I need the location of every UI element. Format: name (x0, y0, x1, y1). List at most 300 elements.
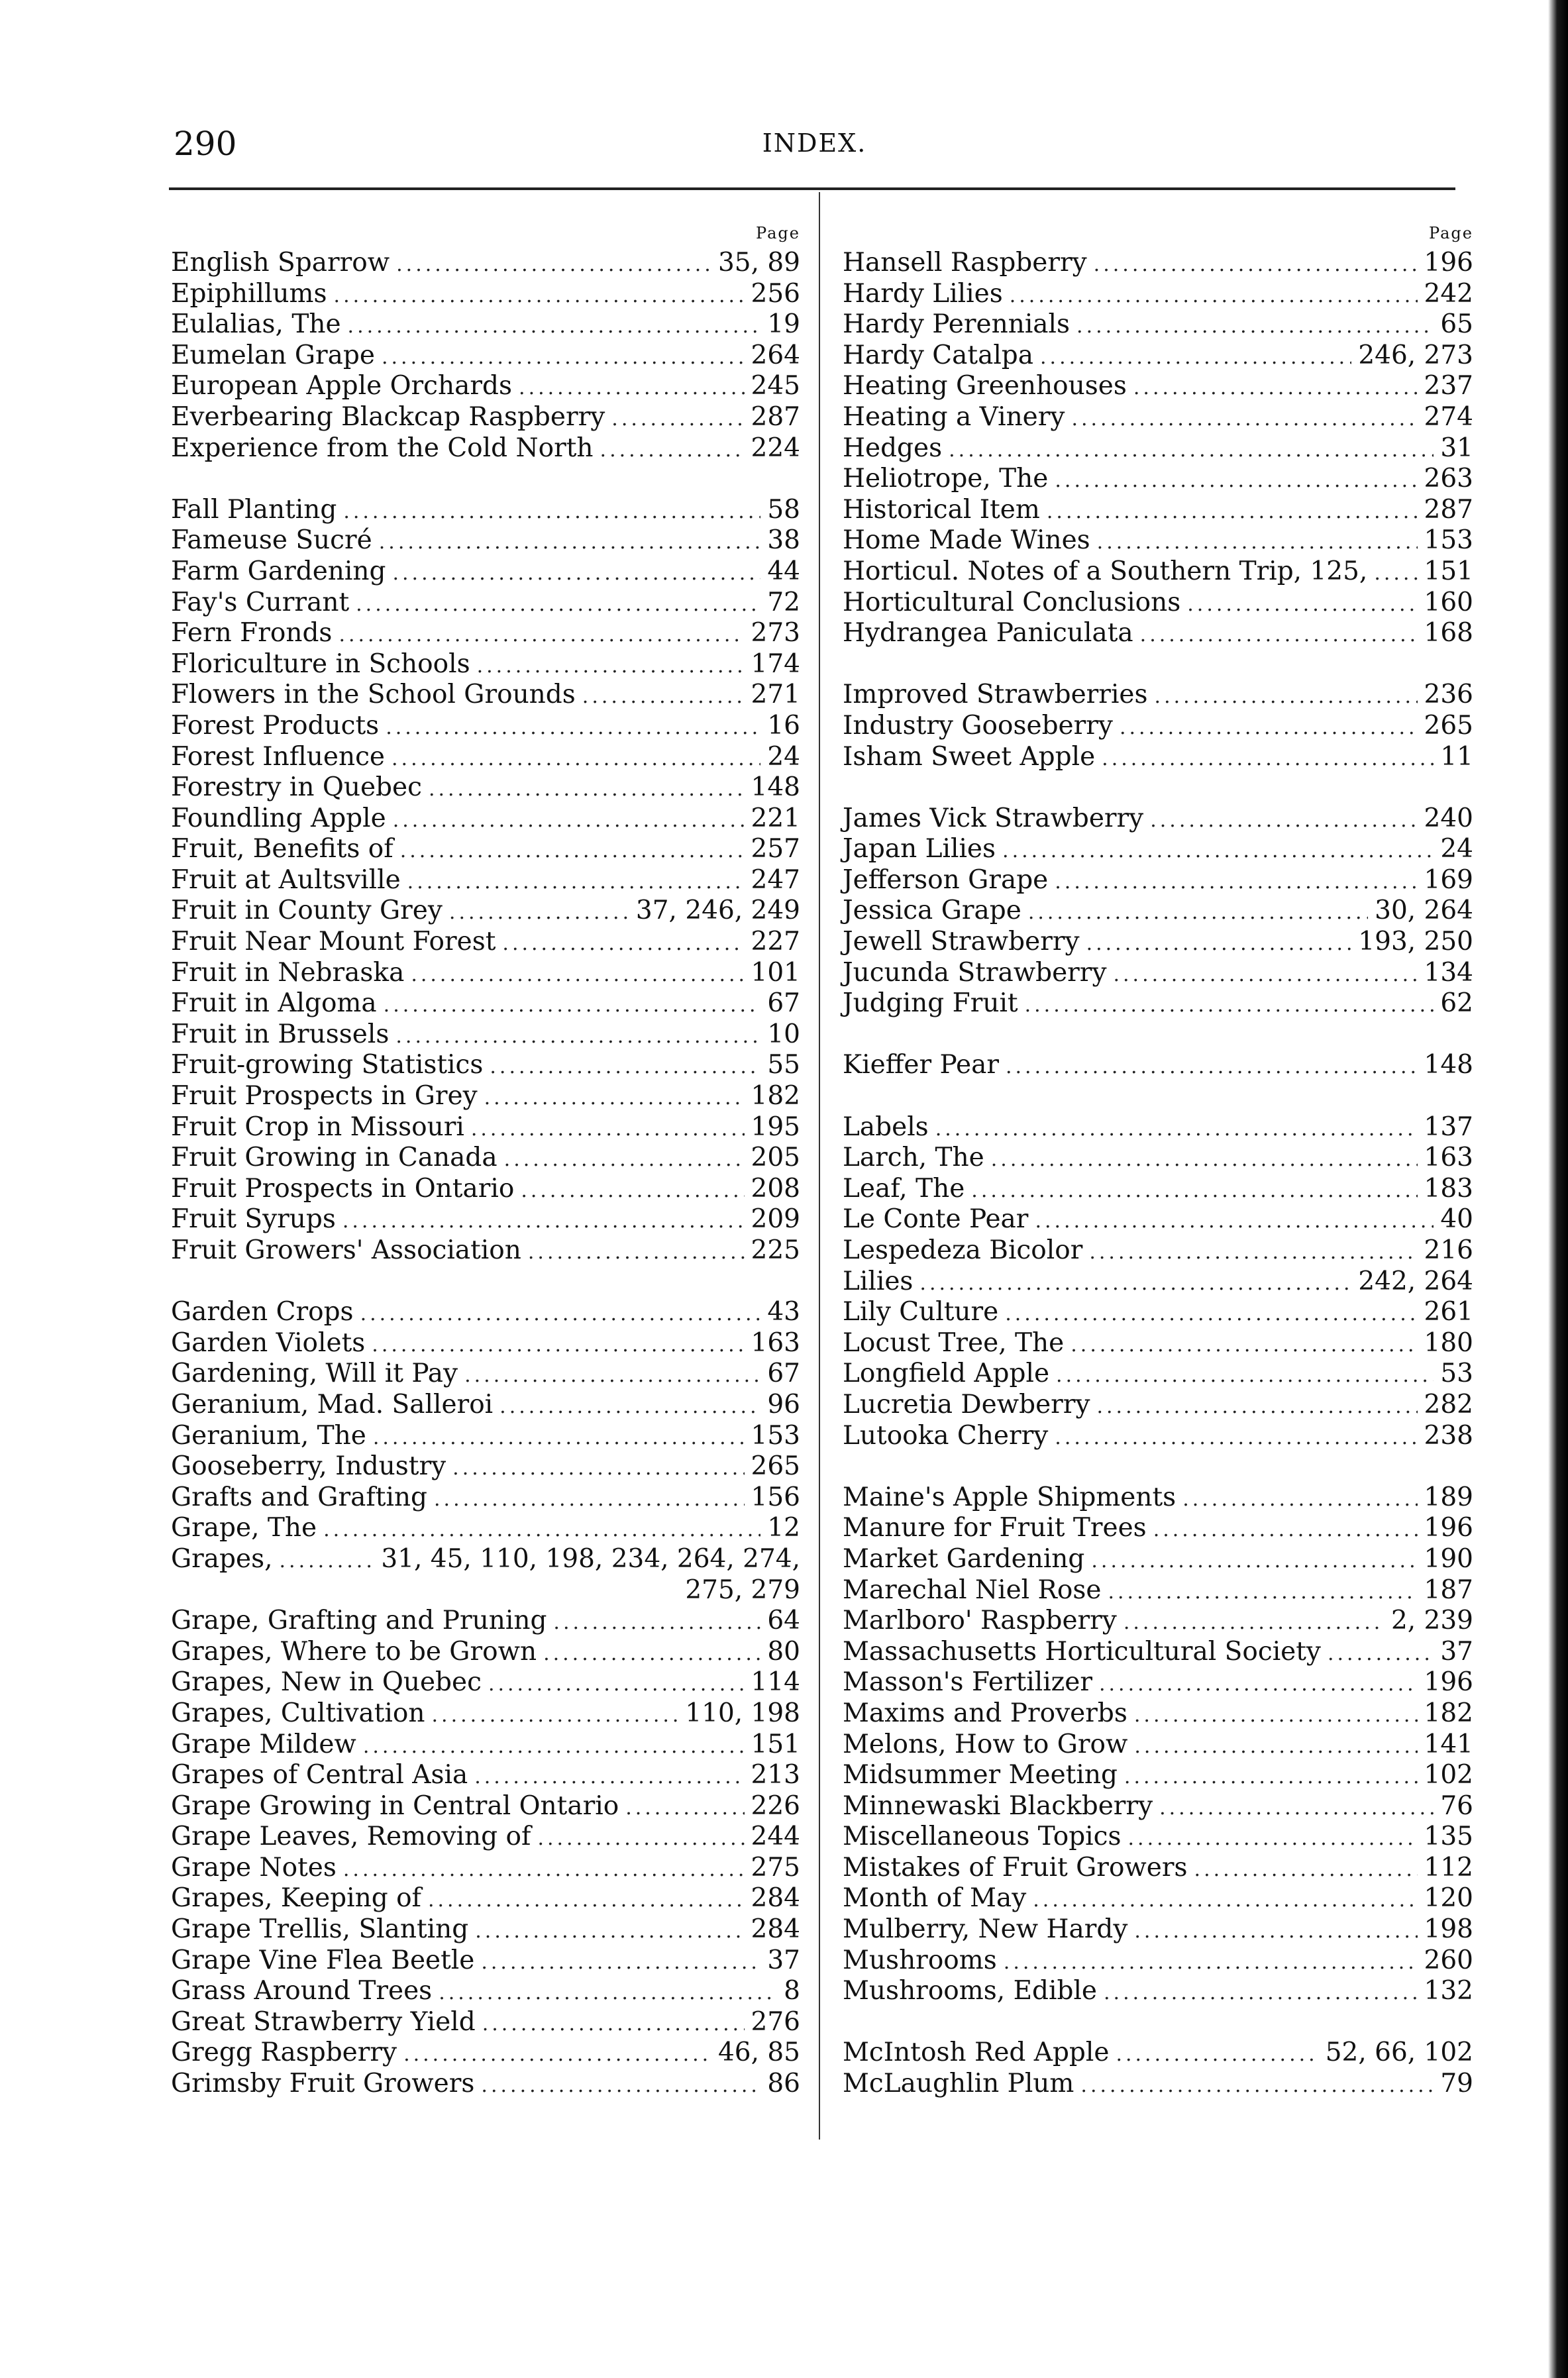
index-entry (843, 309, 1473, 340)
entry-page-numbers: 284 (751, 1883, 800, 1914)
entry-page-numbers: 227 (751, 927, 800, 957)
index-entry (171, 1945, 800, 1977)
entry-title: Jefferson Grape (843, 864, 1049, 895)
leader-dots (1182, 1484, 1417, 1516)
entry-page-numbers: 40 (1440, 1204, 1473, 1235)
index-entry (843, 433, 1473, 464)
entry-page-numbers: 72 (767, 587, 800, 617)
leader-dots (384, 990, 761, 1021)
entry-title: Grass Around Trees (171, 1976, 433, 2006)
leader-dots (1328, 1639, 1434, 1670)
section-spacer (843, 1081, 1473, 1112)
entry-page-numbers: 52, 66, 102 (1325, 2038, 1473, 2068)
leader-dots (342, 1206, 745, 1237)
leader-dots (475, 1916, 744, 1947)
entry-page-numbers: 120 (1424, 1883, 1473, 1914)
entry-page-numbers: 44 (767, 556, 800, 586)
entry-title: Jucunda Strawberry (843, 957, 1107, 988)
entry-title: Japan Lilies (843, 834, 996, 864)
entry-title: Flowers in the School Grounds (171, 680, 576, 710)
leader-dots (949, 435, 1434, 466)
index-entry (843, 803, 1473, 835)
leader-dots (1035, 1206, 1434, 1237)
leader-dots (1028, 898, 1368, 929)
entry-page-numbers: 284 (751, 1914, 800, 1945)
leader-dots (611, 404, 744, 435)
entry-page-numbers: 242, 264 (1358, 1266, 1473, 1296)
index-entry (171, 2069, 800, 2100)
entry-page-numbers: 189 (1424, 1482, 1473, 1512)
entry-title: Fruit in Brussels (171, 1019, 390, 1049)
entry-title: Grape Vine Flea Beetle (171, 1945, 475, 1975)
entry-page-numbers: 196 (1424, 1513, 1473, 1543)
right-index-column (843, 219, 1473, 2100)
index-entry (843, 1297, 1473, 1328)
entry-page-numbers: 160 (1424, 587, 1473, 617)
entry-title: Improved Strawberries (843, 680, 1148, 710)
entry-page-numbers: 275 (751, 1852, 800, 1883)
entry-page-numbers: 196 (1424, 248, 1473, 278)
entry-title: Grapes, New in Quebec (171, 1667, 482, 1698)
entry-title: Gardening, Will it Pay (171, 1359, 458, 1389)
index-entry (843, 495, 1473, 526)
leader-dots (1047, 497, 1418, 528)
leader-dots (1120, 713, 1418, 744)
index-entry (171, 1667, 800, 1698)
index-entry (171, 1081, 800, 1112)
leader-dots (991, 1145, 1418, 1176)
entry-title: Kieffer Pear (843, 1050, 999, 1080)
entry-title: Everbearing Blackcap Raspberry (171, 401, 605, 432)
leader-dots (1089, 1237, 1417, 1268)
entry-title: Fruit Growing in Canada (171, 1143, 497, 1173)
entry-page-numbers: 24 (767, 741, 800, 772)
entry-title: Fruit Prospects in Grey (171, 1081, 478, 1111)
leader-dots (392, 558, 760, 590)
index-entry (171, 495, 800, 526)
entry-page-numbers: 183 (1424, 1173, 1473, 1204)
entry-page-numbers: 246, 273 (1358, 340, 1473, 370)
index-entry (171, 680, 800, 711)
index-entry (843, 340, 1473, 372)
leader-dots (919, 1268, 1351, 1300)
entry-title: Mistakes of Fruit Growers (843, 1852, 1188, 1883)
entry-page-numbers: 37, 246, 249 (635, 896, 800, 926)
leader-dots (323, 1515, 760, 1546)
entry-page-numbers: 237 (1424, 371, 1473, 401)
leader-dots (499, 1392, 760, 1423)
entry-page-numbers: 137 (1424, 1111, 1473, 1142)
entry-page-numbers: 141 (1424, 1729, 1473, 1759)
entry-title: Geranium, The (171, 1420, 366, 1451)
index-entry (171, 1390, 800, 1421)
leader-dots (1150, 805, 1417, 837)
entry-page-numbers: 62 (1440, 988, 1473, 1019)
index-entry (843, 1482, 1473, 1514)
index-entry (171, 1482, 800, 1514)
entry-title: Grape Mildew (171, 1729, 356, 1759)
leader-dots (434, 1484, 745, 1516)
entry-title: Longfield Apple (843, 1359, 1050, 1389)
entry-page-numbers: 242 (1424, 278, 1473, 309)
entry-title: James Vick Strawberry (843, 803, 1144, 833)
section-spacer (843, 1019, 1473, 1051)
index-entry (171, 248, 800, 279)
leader-dots (600, 435, 745, 466)
entry-page-numbers: 209 (751, 1204, 800, 1235)
entry-title: Grimsby Fruit Growers (171, 2069, 475, 2099)
leader-dots (1108, 1577, 1417, 1608)
leader-dots (1194, 1855, 1418, 1886)
leader-dots (1004, 1947, 1418, 1979)
index-entry (843, 742, 1473, 773)
column-divider (819, 192, 820, 2140)
entry-page-numbers: 274 (1424, 401, 1473, 432)
leader-dots (464, 1361, 760, 1392)
entry-page-numbers: 236 (1424, 680, 1473, 710)
index-entry (843, 588, 1473, 619)
leader-dots (1071, 404, 1417, 435)
entry-page-numbers: 226 (751, 1790, 800, 1821)
index-entry (843, 1421, 1473, 1452)
index-entry (171, 1143, 800, 1174)
leader-dots (1134, 1732, 1417, 1763)
index-entry (843, 1204, 1473, 1235)
entry-title: Home Made Wines (843, 525, 1090, 556)
entry-title: Leaf, The (843, 1173, 965, 1204)
entry-title: Mushrooms, Edible (843, 1976, 1098, 2006)
index-entry (843, 1730, 1473, 1761)
index-entry (171, 834, 800, 865)
entry-page-numbers: 169 (1424, 864, 1473, 895)
entry-title: Grape, The (171, 1513, 317, 1543)
entry-title: Fruit at Aultsville (171, 864, 401, 895)
entry-page-numbers: 102 (1424, 1760, 1473, 1790)
entry-page-numbers: 193, 250 (1358, 927, 1473, 957)
index-entry (843, 1112, 1473, 1143)
entry-title: Industry Gooseberry (843, 710, 1113, 741)
leader-dots (1155, 682, 1418, 713)
leader-dots (1040, 342, 1351, 374)
index-entry (843, 1914, 1473, 1945)
index-entry (171, 1204, 800, 1235)
entry-title: Fruit in Algoma (171, 988, 377, 1019)
index-entry (843, 464, 1473, 495)
index-entry (171, 927, 800, 958)
entry-page-numbers: 53 (1440, 1359, 1473, 1389)
leader-dots (1134, 1700, 1418, 1732)
leader-dots (1094, 250, 1418, 281)
index-entry (171, 2007, 800, 2038)
entry-title: Fruit, Benefits of (171, 834, 393, 864)
entry-title: Gooseberry, Industry (171, 1451, 446, 1482)
leader-dots (1102, 744, 1434, 775)
entry-page-numbers: 135 (1424, 1822, 1473, 1852)
entry-page-numbers: 10 (767, 1019, 800, 1049)
index-entry (843, 1853, 1473, 1884)
leader-dots (1080, 2071, 1434, 2102)
entry-title: Lespedeza Bicolor (843, 1235, 1083, 1265)
index-entry (843, 1235, 1473, 1267)
entry-page-numbers: 31 (1440, 433, 1473, 463)
index-entry (843, 1575, 1473, 1606)
entry-title: Forest Products (171, 710, 380, 741)
entry-page-numbers: 110, 198 (685, 1698, 800, 1728)
leader-dots (280, 1546, 375, 1577)
entry-page-numbers: 46, 85 (717, 2038, 800, 2068)
entry-title: Horticultural Conclusions (843, 587, 1181, 617)
entry-title: Grafts and Grafting (171, 1482, 428, 1512)
index-entry (171, 588, 800, 619)
index-entry (171, 1328, 800, 1359)
entry-title: McLaughlin Plum (843, 2069, 1074, 2099)
index-entry (843, 1976, 1473, 2007)
entry-page-numbers: 64 (767, 1606, 800, 1636)
entry-page-numbers: 196 (1424, 1667, 1473, 1698)
index-entry (171, 1698, 800, 1730)
index-entry (843, 2069, 1473, 2100)
leader-dots (1055, 466, 1417, 497)
index-entry (171, 896, 800, 927)
index-entry (171, 1637, 800, 1668)
index-entry (171, 1174, 800, 1205)
leader-dots (490, 1052, 760, 1083)
entry-title: Le Conte Pear (843, 1204, 1029, 1235)
leader-dots (1153, 1515, 1418, 1546)
leader-dots (407, 867, 745, 898)
index-entry (171, 772, 800, 803)
entry-page-numbers: 247 (751, 864, 800, 895)
index-entry (171, 649, 800, 680)
index-entry (171, 1914, 800, 1945)
entry-page-numbers: 30, 264 (1375, 896, 1473, 926)
entry-page-numbers: 38 (767, 525, 800, 556)
entry-page-numbers: 16 (767, 710, 800, 741)
entry-title: Hansell Raspberry (843, 248, 1087, 278)
leader-dots (582, 682, 745, 713)
index-entry (843, 2038, 1473, 2069)
entry-title: Grapes of Central Asia (171, 1760, 468, 1790)
index-entry (171, 618, 800, 649)
index-entry (843, 556, 1473, 588)
entry-page-numbers: 174 (751, 648, 800, 679)
entry-title: Historical Item (843, 494, 1040, 525)
entry-title: Grapes, (171, 1543, 273, 1574)
index-entry (171, 556, 800, 588)
entry-page-numbers: 205 (751, 1143, 800, 1173)
leader-dots (1086, 929, 1352, 960)
entry-title: Minnewaski Blackberry (843, 1790, 1153, 1821)
entry-page-numbers: 153 (1424, 525, 1473, 556)
index-entry (843, 834, 1473, 865)
entry-page-numbers: 263 (1424, 464, 1473, 494)
index-entry (843, 680, 1473, 711)
index-entry (171, 279, 800, 310)
entry-page-numbers: 195 (751, 1111, 800, 1142)
leader-dots (474, 1762, 744, 1793)
entry-title: Fern Fronds (171, 618, 333, 648)
section-spacer (843, 2007, 1473, 2038)
entry-title: Great Strawberry Yield (171, 2006, 476, 2037)
leader-dots (481, 1947, 760, 1979)
leader-dots (429, 774, 745, 805)
leader-dots (1071, 1330, 1417, 1361)
leader-dots (382, 342, 745, 374)
entry-page-numbers: 273 (751, 618, 800, 648)
entry-page-numbers: 65 (1440, 309, 1473, 340)
index-entry (171, 2038, 800, 2069)
index-entry (843, 279, 1473, 310)
section-spacer (843, 649, 1473, 680)
entry-title: Melons, How to Grow (843, 1729, 1128, 1759)
leader-dots (1006, 1052, 1418, 1083)
leader-dots (521, 1176, 744, 1207)
entry-page-numbers: 261 (1424, 1297, 1473, 1327)
index-entry (843, 248, 1473, 279)
page-column-heading: Page (756, 224, 800, 242)
entry-page-numbers: 114 (751, 1667, 800, 1698)
index-entry (843, 711, 1473, 742)
section-spacer (171, 1267, 800, 1298)
leader-dots (379, 527, 761, 558)
right-entry-list (843, 248, 1473, 2100)
index-entry (843, 958, 1473, 989)
index-entry (171, 711, 800, 742)
index-entry (843, 1050, 1473, 1081)
leader-dots (449, 898, 629, 929)
index-entry (843, 1267, 1473, 1298)
index-entry (171, 1791, 800, 1822)
entry-page-numbers: 96 (767, 1389, 800, 1420)
leader-dots (1124, 1762, 1418, 1793)
entry-page-numbers: 151 (1424, 556, 1473, 586)
index-entry (843, 988, 1473, 1019)
entry-title: Massachusetts Horticultural Society (843, 1636, 1321, 1667)
entry-page-numbers: 67 (767, 1359, 800, 1389)
leader-dots (1113, 960, 1417, 991)
entry-title: Lily Culture (843, 1297, 999, 1327)
entry-page-numbers: 282 (1424, 1389, 1473, 1420)
entry-title: Manure for Fruit Trees (843, 1513, 1147, 1543)
index-entry (843, 1791, 1473, 1822)
leader-dots (452, 1453, 744, 1484)
entry-page-numbers: 101 (751, 957, 800, 988)
leader-dots (334, 281, 745, 312)
entry-title: Garden Violets (171, 1327, 366, 1358)
index-entry (843, 896, 1473, 927)
index-entry (843, 1698, 1473, 1730)
entry-title: Hedges (843, 433, 943, 463)
leader-dots (1099, 1669, 1418, 1700)
entry-page-numbers: 168 (1424, 618, 1473, 648)
index-entry (843, 1328, 1473, 1359)
leader-dots (519, 373, 745, 404)
entry-title: Eulalias, The (171, 309, 341, 340)
leader-dots (1091, 1546, 1417, 1577)
index-entry (843, 1143, 1473, 1174)
leader-dots (537, 1824, 744, 1855)
index-entry (843, 1174, 1473, 1205)
leader-dots (1010, 281, 1418, 312)
index-entry (171, 1606, 800, 1637)
entry-title: Geranium, Mad. Salleroi (171, 1389, 494, 1420)
leader-dots (392, 744, 760, 775)
leader-dots (400, 836, 745, 867)
entry-page-numbers: 86 (767, 2069, 800, 2099)
entry-title: Grape Notes (171, 1852, 337, 1883)
entry-title: Fruit in County Grey (171, 896, 443, 926)
entry-title: Fruit in Nebraska (171, 957, 405, 988)
leader-dots (543, 1639, 760, 1670)
entry-title: Hardy Lilies (843, 278, 1003, 309)
leader-dots (484, 1083, 745, 1114)
entry-title: Hardy Perennials (843, 309, 1071, 340)
index-entry (171, 1544, 800, 1575)
entry-page-numbers: 216 (1424, 1235, 1473, 1265)
entry-title: Heating a Vinery (843, 401, 1065, 432)
entry-title: Jessica Grape (843, 896, 1021, 926)
entry-page-numbers: 8 (784, 1976, 800, 2006)
leader-dots (482, 2009, 745, 2040)
entry-title: Fay's Currant (171, 587, 350, 617)
entry-title: Masson's Fertilizer (843, 1667, 1092, 1698)
index-entry (171, 1235, 800, 1267)
index-entry (171, 865, 800, 896)
entry-page-numbers: 238 (1424, 1420, 1473, 1451)
leader-dots (363, 1732, 745, 1763)
entry-page-numbers: 163 (751, 1327, 800, 1358)
entry-title: Labels (843, 1111, 929, 1142)
entry-page-numbers: 271 (751, 680, 800, 710)
entry-page-numbers: 265 (1424, 710, 1473, 741)
leader-dots (356, 590, 760, 621)
entry-title: Fall Planting (171, 494, 337, 525)
entry-title: Grapes, Keeping of (171, 1883, 421, 1914)
leader-dots (1187, 590, 1417, 621)
entry-title: Gregg Raspberry (171, 2038, 397, 2068)
leader-dots (553, 1608, 760, 1639)
entry-page-numbers: 112 (1424, 1852, 1473, 1883)
leader-dots (477, 651, 745, 682)
index-entry (171, 1421, 800, 1452)
entry-page-numbers: 55 (767, 1050, 800, 1080)
leader-dots (411, 960, 744, 991)
section-spacer (843, 772, 1473, 803)
entry-title: Farm Gardening (171, 556, 386, 586)
entry-page-numbers: 257 (751, 834, 800, 864)
leader-dots (395, 1021, 760, 1053)
leader-dots (481, 2071, 760, 2102)
left-index-column (171, 219, 800, 2100)
entry-title: Larch, The (843, 1143, 984, 1173)
leader-dots (1033, 1885, 1417, 1916)
index-entry (171, 340, 800, 372)
entry-page-numbers: 224 (751, 433, 800, 463)
entry-title: Fruit Syrups (171, 1204, 336, 1235)
leader-dots (1133, 373, 1418, 404)
leader-dots (393, 805, 745, 837)
index-entry (171, 1451, 800, 1482)
leader-dots (439, 1978, 777, 2009)
leader-dots (339, 620, 744, 651)
entry-title: Market Gardening (843, 1543, 1085, 1574)
index-entry (171, 1019, 800, 1051)
entry-page-numbers: 240 (1424, 803, 1473, 833)
leader-dots (1159, 1793, 1434, 1824)
entry-page-numbers: 134 (1424, 957, 1473, 988)
entry-title: Eumelan Grape (171, 340, 375, 370)
entry-title: Grape, Grafting and Pruning (171, 1606, 547, 1636)
